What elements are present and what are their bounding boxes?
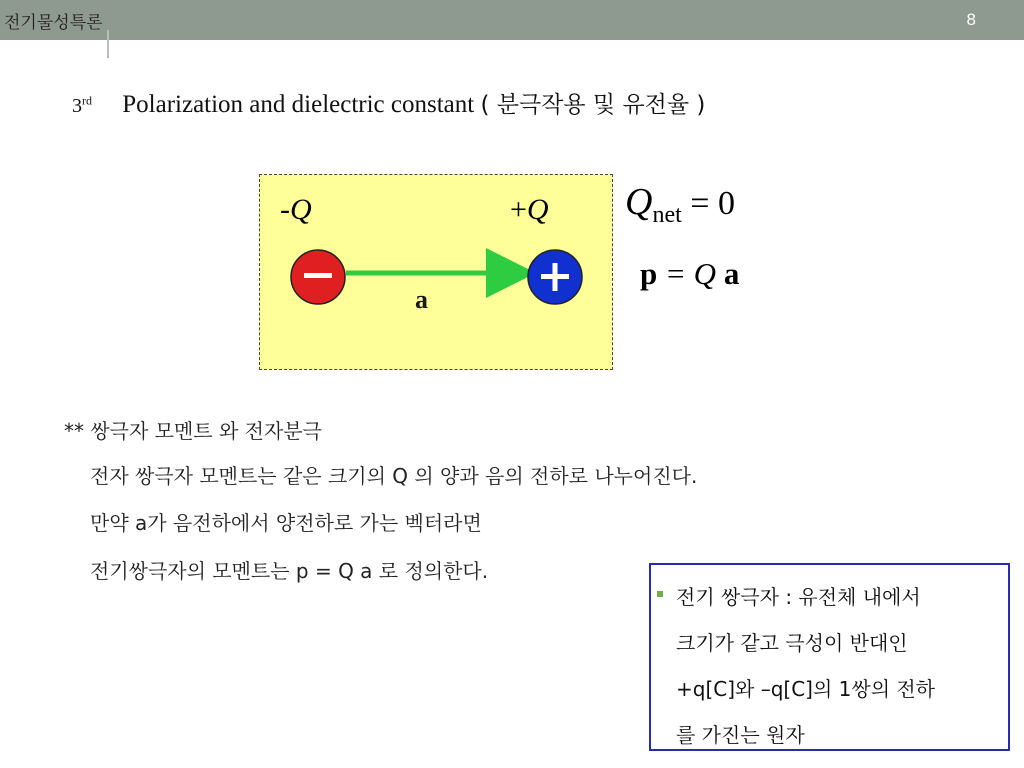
plus-icon-v	[553, 263, 558, 291]
title-korean: ( 분극작용 및 유전율 )	[480, 92, 706, 118]
header-divider	[107, 30, 109, 58]
vector-label: a	[415, 285, 428, 314]
dipole-diagram	[260, 175, 612, 369]
body-line-2: 전자 쌍극자 모멘트는 같은 크기의 Q 의 양과 음의 전하로 나누어진다.	[90, 464, 698, 488]
body-line-3: 만약 a가 음전하에서 양전하로 가는 벡터라면	[90, 511, 482, 535]
body-line-4: 전기쌍극자의 모멘트는 p = Q a 로 정의한다.	[90, 559, 489, 583]
title-english: Polarization and dielectric constant	[122, 91, 475, 118]
section-number: 3rd	[72, 93, 92, 117]
course-title: 전기물성특론	[4, 13, 103, 33]
bullet-icon	[657, 591, 663, 597]
minus-icon	[304, 273, 332, 278]
definition-note-box	[649, 563, 1010, 751]
note-line-3: +q[C]와 –q[C]의 1쌍의 전하	[676, 677, 936, 701]
slide-title	[72, 86, 705, 119]
note-line-1: 전기 쌍극자 : 유전체 내에서	[676, 585, 921, 609]
body-line-heading: ** 쌍극자 모멘트 와 전자분극	[64, 419, 322, 443]
dipole-moment-equation: p = Q a	[640, 256, 740, 291]
positive-charge-label: +Q	[510, 193, 549, 226]
negative-charge-label: -Q	[280, 193, 312, 226]
note-line-2: 크기가 같고 극성이 반대인	[676, 631, 908, 655]
page-number: 8	[966, 10, 976, 29]
net-charge-equation: $Q_{net} = 0$	[625, 181, 735, 228]
note-line-4: 를 가진는 원자	[676, 723, 805, 747]
header-bar	[0, 0, 1024, 40]
dipole-figure	[259, 174, 613, 370]
